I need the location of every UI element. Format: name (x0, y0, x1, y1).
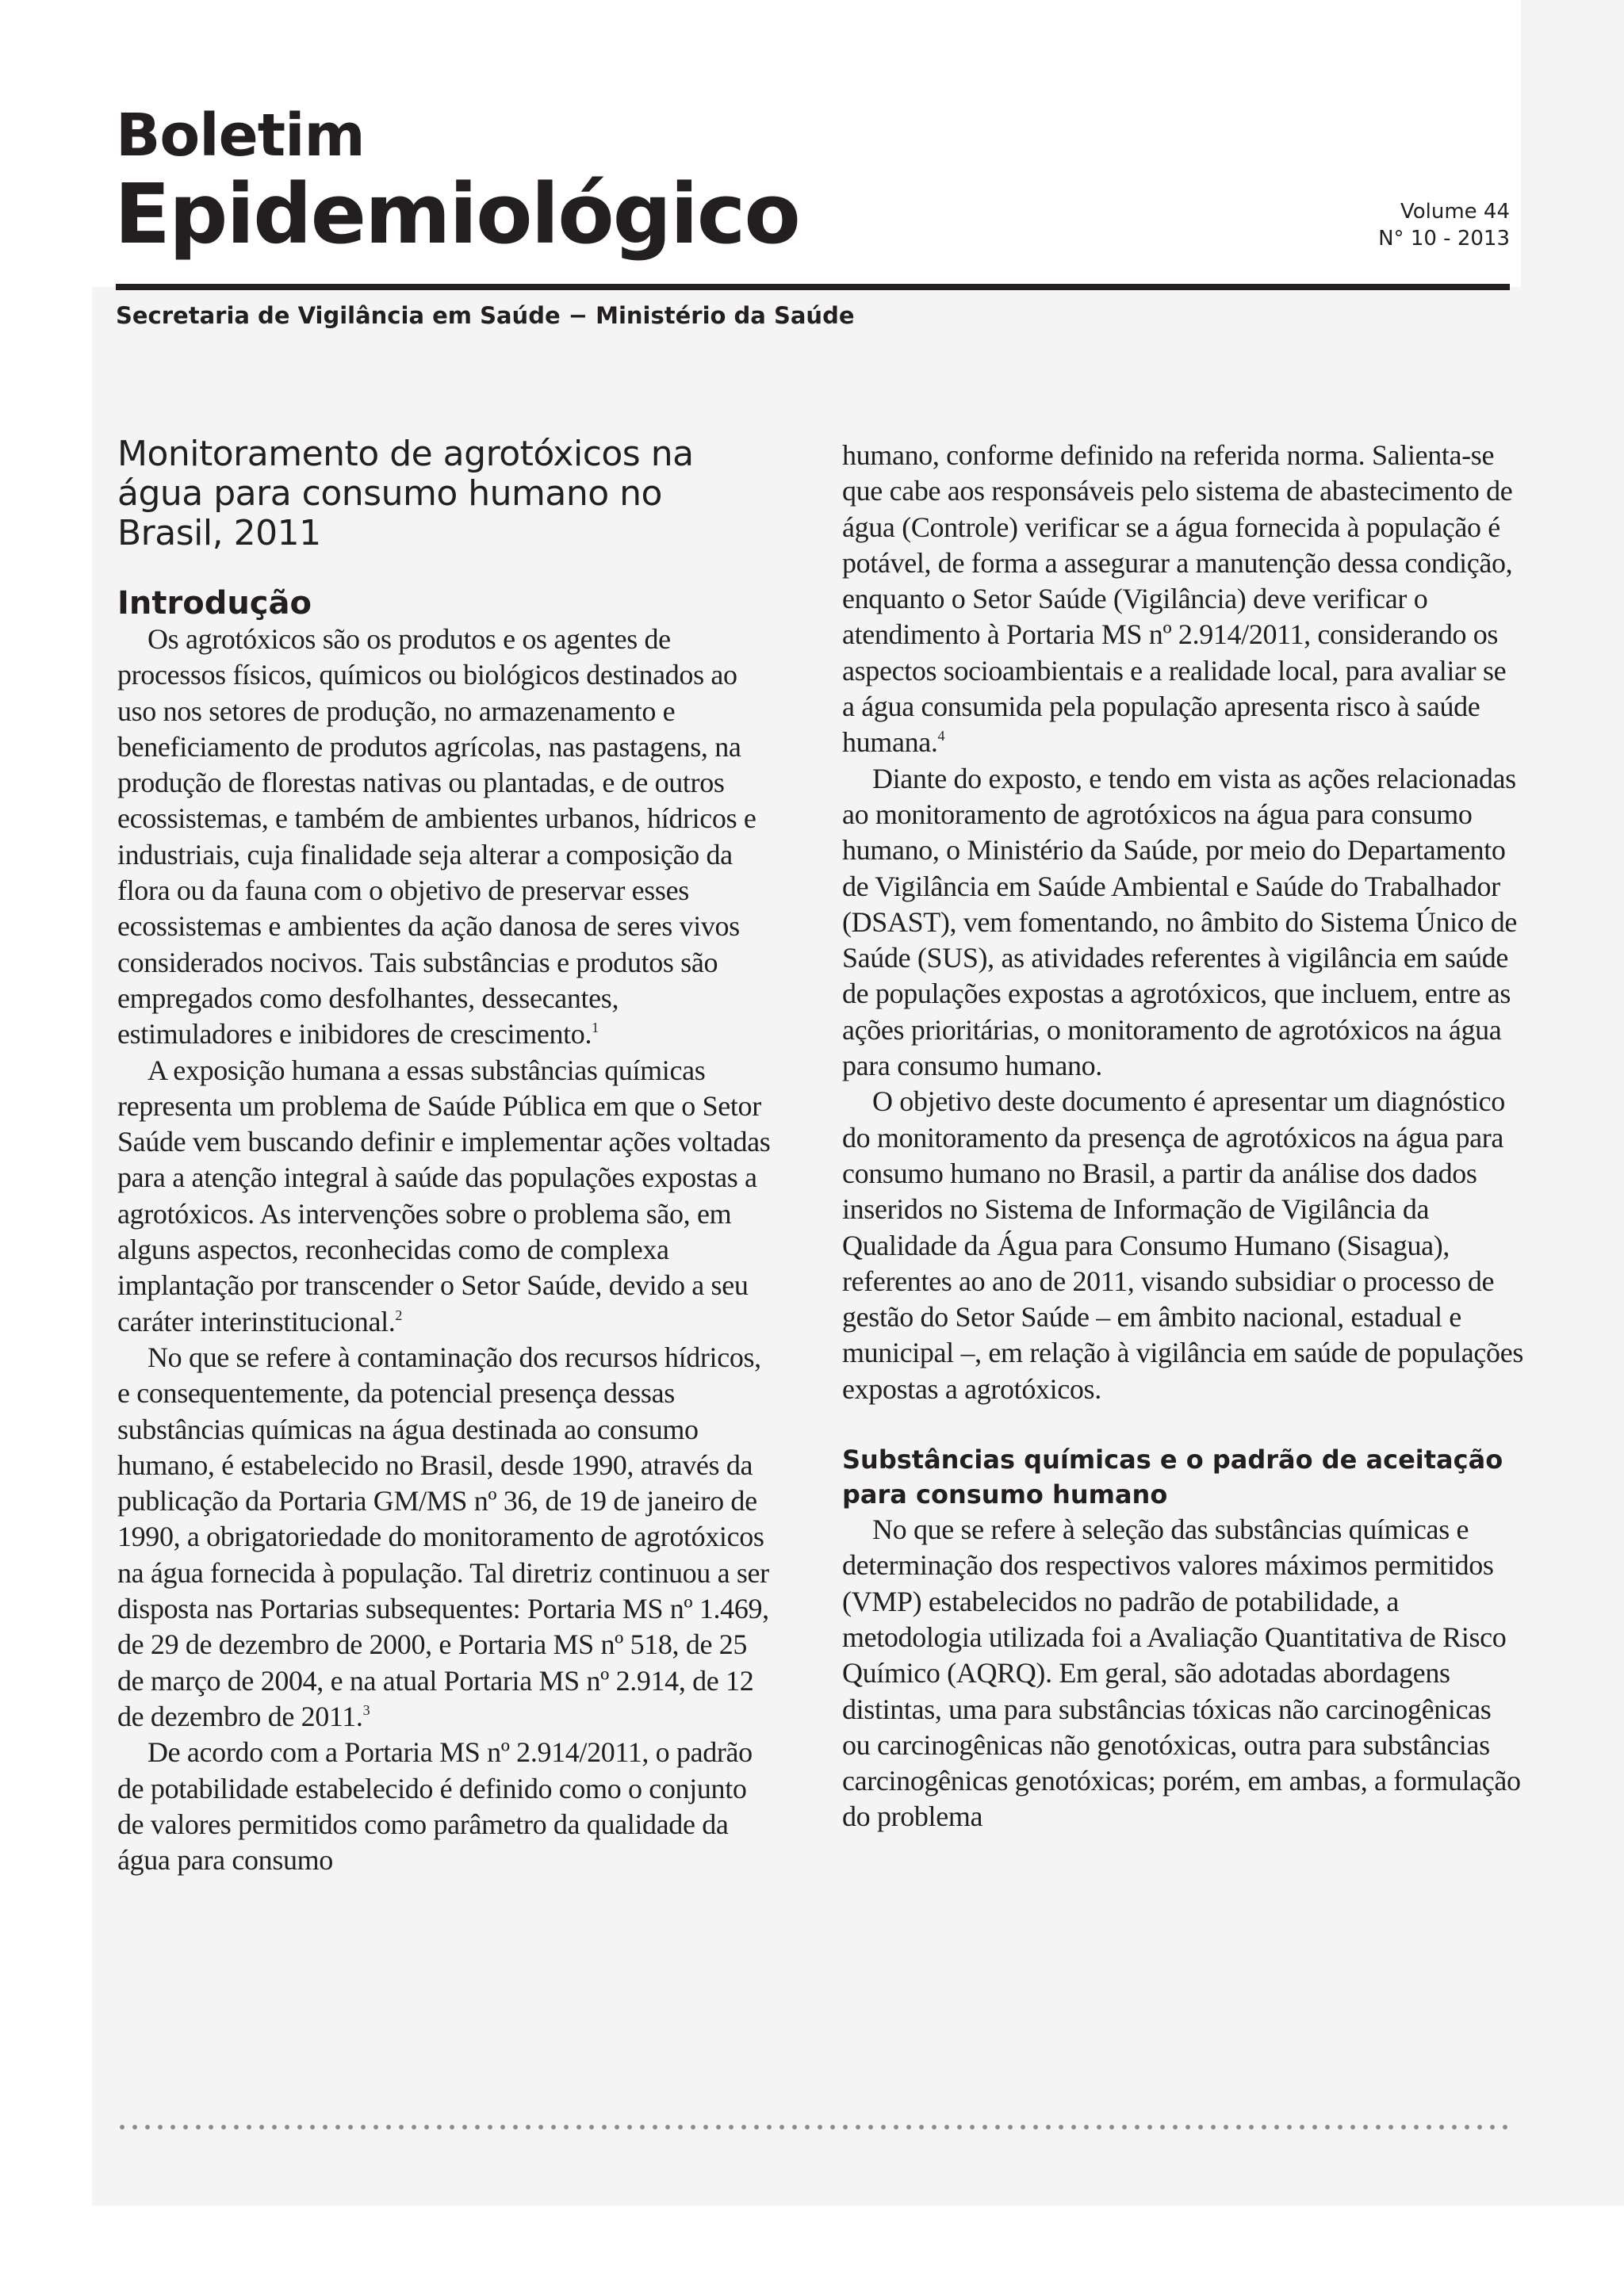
footer-dotted-rule (116, 2123, 1513, 2131)
paragraph: Diante do exposto, e tendo em vista as ações relacionadas ao monitoramento de agrotóxicos na água para consumo humano, o Ministério da Saúde, por meio do Departamento de Vigilância em Saúde Ambiental e Saúde do Trabalhador (DSAST), vem fomentando, no âmbito do Sistema Único de Saúde (SUS), as atividades referentes à vigilância em saúde de populações expostas a agrotóxicos, que incluem, entre as ações prioritárias, o monitoramento de agrotóxicos na água para consumo humano. (842, 762, 1517, 1082)
section-heading-chemical-substances: Substâncias químicas e o padrão de aceitação para consumo humano (842, 1445, 1503, 1510)
paragraph (117, 1340, 776, 1735)
paragraph-text: A exposição humana a essas substâncias químicas representa um problema de Saúde Pública em que o Setor Saúde vem buscando definir e implementar ações voltadas para a atenção integral à saúde das populações expostas a agrotóxicos. As intervenções sobre o problema são, em alguns aspectos, reconhecidas como de complexa implantação por transcender o Setor Saúde, devido a seu caráter interinstitucional. (117, 1054, 771, 1337)
paragraph-continued (842, 438, 1524, 761)
paragraph: O objetivo deste documento é apresentar um diagnóstico do monitoramento da presença de agrotóxicos na água para consumo humano no Brasil, a partir da análise dos dados inseridos no Sistema de Informação de Vigilância da Qualidade da Água para Consumo Humano (Sisagua), referentes ao ano de 2011, visando subsidiar o processo de gestão do Setor Saúde – em âmbito nacional, estadual e municipal –, em relação à vigilância em saúde de populações expostas a agrotóxicos. (842, 1085, 1523, 1405)
paragraph-text: humano, conforme definido na referida norma. Salienta-se que cabe aos responsáveis pelo sistema de abastecimento de água (Controle) verificar se a água fornecida à população é potável, de forma a assegurar a manutenção dessa condição, enquanto o Setor Saúde (Vigilância) deve verificar o atendimento à Portaria MS nº 2.914/2011, considerando os aspectos socioambientais e a realidade local, para avaliar se a água consumida pela população apresenta risco à saúde humana. (842, 439, 1513, 759)
section-heading-introduction: Introdução (117, 585, 312, 622)
paragraph (117, 1053, 776, 1340)
bulletin-title-line2: Epidemiológico (114, 166, 799, 262)
publisher-subtitle: Secretaria de Vigilância em Saúde − Ministério da Saúde (116, 302, 855, 329)
paragraph-text: De acordo com a Portaria MS nº 2.914/2011, o padrão de potabilidade estabelecido é definido como o conjunto de valores permitidos como parâmetro da qualidade da água para consumo (117, 1736, 753, 1877)
reference-marker: 4 (937, 728, 945, 744)
section-spacer (842, 1407, 1524, 1442)
right-column (842, 438, 1524, 1835)
reference-marker: 3 (362, 1701, 370, 1718)
issue-info (1378, 198, 1510, 252)
left-column (117, 434, 776, 1878)
paragraph: No que se refere à seleção das substâncias químicas e determinação dos respectivos valores máximos permitidos (VMP) estabelecidos no padrão de potabilidade, a metodologia utilizada foi a Avaliação Quantitativa de Risco Químico (AQRQ). Em geral, são adotadas abordagens distintas, uma para substâncias tóxicas não carcinogênicas ou carcinogênicas não genotóxicas, outra para substâncias carcinogênicas genotóxicas; porém, em ambas, a formulação do problema (842, 1513, 1521, 1833)
paragraph (117, 622, 776, 1053)
article-title: Monitoramento de agrotóxicos na água para consumo humano no Brasil, 2011 (117, 434, 694, 553)
reference-marker: 1 (592, 1020, 599, 1036)
bulletin-title-line1: Boletim (116, 101, 365, 170)
paragraph-text: No que se refere à contaminação dos recursos hídricos, e consequentemente, da potencial presença dessas substâncias químicas na água destinada ao consumo humano, é estabelecido no Brasil, desde 1990, através da publicação da Portaria GM/MS nº 36, de 19 de janeiro de 1990, a obrigatoriedade do monitoramento de agrotóxicos na água fornecida à população. Tal diretriz continuou a ser disposta nas Portarias subsequentes: Portaria MS nº 1.469, de 29 de dezembro de 2000, e Portaria MS nº 518, de 25 de março de 2004, e na atual Portaria MS nº 2.914, de 12 de dezembro de 2011. (117, 1341, 769, 1732)
masthead-rule (116, 284, 1510, 290)
paragraph-text: Os agrotóxicos são os produtos e os agentes de processos físicos, químicos ou biológicos destinados ao uso nos setores de produção, no armazenamento e beneficiamento de produtos agrícolas, nas pastagens, na produção de florestas nativas ou plantadas, e de outros ecossistemas, e também de ambientes urbanos, hídricos e industriais, cuja finalidade seja alterar a composição da flora ou da fauna com o objetivo de preservar esses ecossistemas e ambientes da ação danosa de seres vivos considerados nocivos. Tais substâncias e produtos são empregados como desfolhantes, dessecantes, estimuladores e inibidores de crescimento. (117, 623, 756, 1050)
header-shade (1521, 0, 1624, 287)
volume-label: Volume 44 (1400, 200, 1510, 224)
issue-number: N° 10 - 2013 (1378, 227, 1510, 251)
paragraph (117, 1735, 776, 1878)
reference-marker: 2 (395, 1307, 403, 1323)
